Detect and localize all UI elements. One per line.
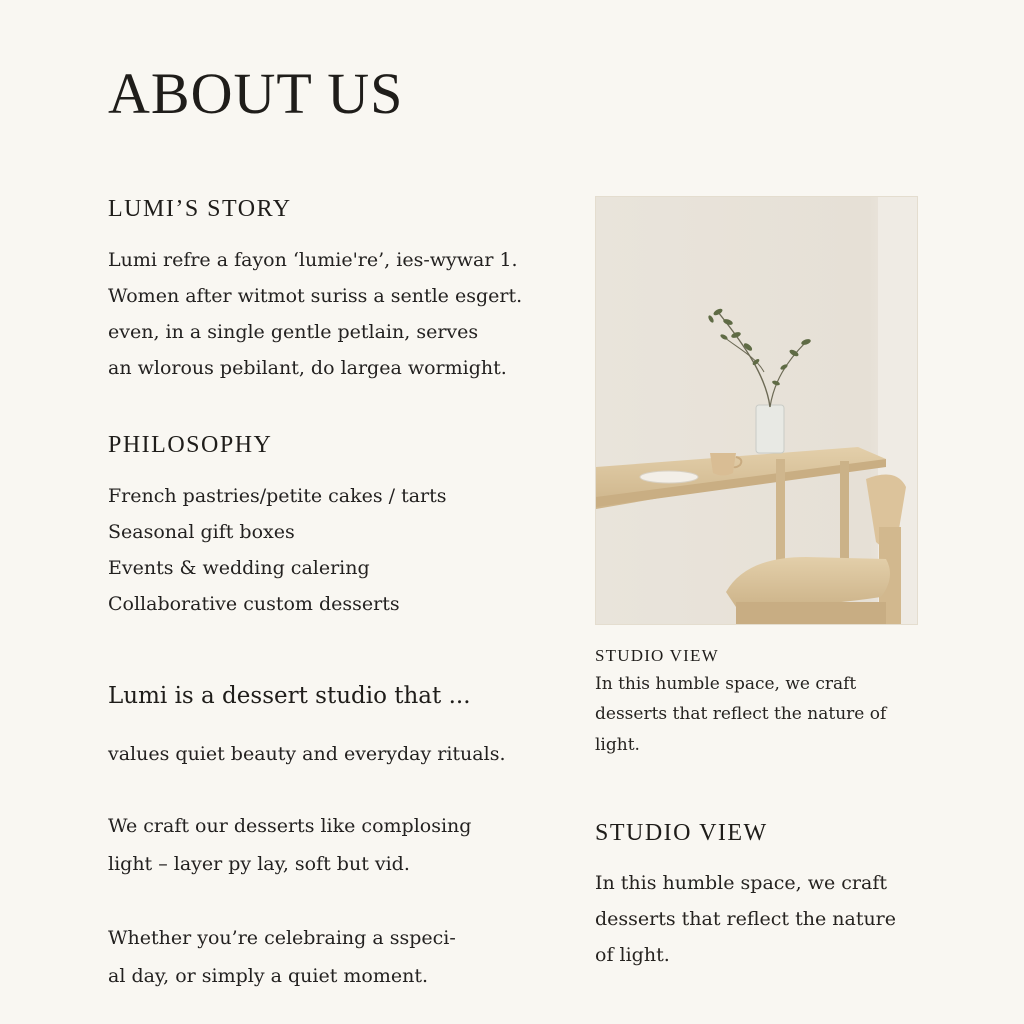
intro-line: Whether you’re celebraing a sspeci-	[108, 927, 456, 949]
philosophy-item: Seasonal gift boxes	[108, 521, 295, 543]
philosophy-item: Events & wedding calering	[108, 557, 370, 579]
intro-line: We craft our desserts like complosing	[108, 815, 472, 837]
philosophy-heading: PHILOSOPHY	[108, 432, 273, 458]
intro-line: values quiet beauty and everyday rituals.	[108, 743, 506, 765]
studio-caption-heading: STUDIO VIEW	[595, 820, 768, 846]
story-line: even, in a single gentle petlain, serves	[108, 321, 479, 343]
studio-caption-small-line: desserts that reflect the nature of	[595, 704, 887, 724]
story-heading: LUMI’S STORY	[108, 196, 292, 222]
studio-photo	[595, 196, 918, 625]
intro-line: al day, or simply a quiet moment.	[108, 965, 429, 987]
story-line: Women after witmot suriss a sentle esgert.	[108, 285, 523, 307]
studio-caption-line: of light.	[595, 944, 670, 966]
philosophy-item: Collaborative custom desserts	[108, 593, 400, 615]
story-line: an wlorous pebilant, do largea wormight.	[108, 357, 507, 379]
story-line: Lumi refre a fayon ‘lumie're’, ies-wywar 1.	[108, 249, 518, 271]
studio-caption-line: In this humble space, we craft	[595, 872, 888, 894]
studio-caption-line: desserts that reflect the nature	[595, 908, 897, 930]
philosophy-item: French pastries/petite cakes / tarts	[108, 485, 447, 507]
studio-caption-small-line: light.	[595, 735, 640, 755]
studio-caption-small-heading: STUDIO VIEW	[595, 646, 719, 665]
studio-caption-small-line: In this humble space, we craft	[595, 674, 857, 694]
studio-interior-illustration	[596, 197, 917, 624]
intro-line: light – layer py lay, soft but vid.	[108, 853, 410, 875]
page-title: ABOUT US	[108, 61, 404, 126]
intro-lead: Lumi is a dessert studio that ...	[108, 683, 471, 709]
